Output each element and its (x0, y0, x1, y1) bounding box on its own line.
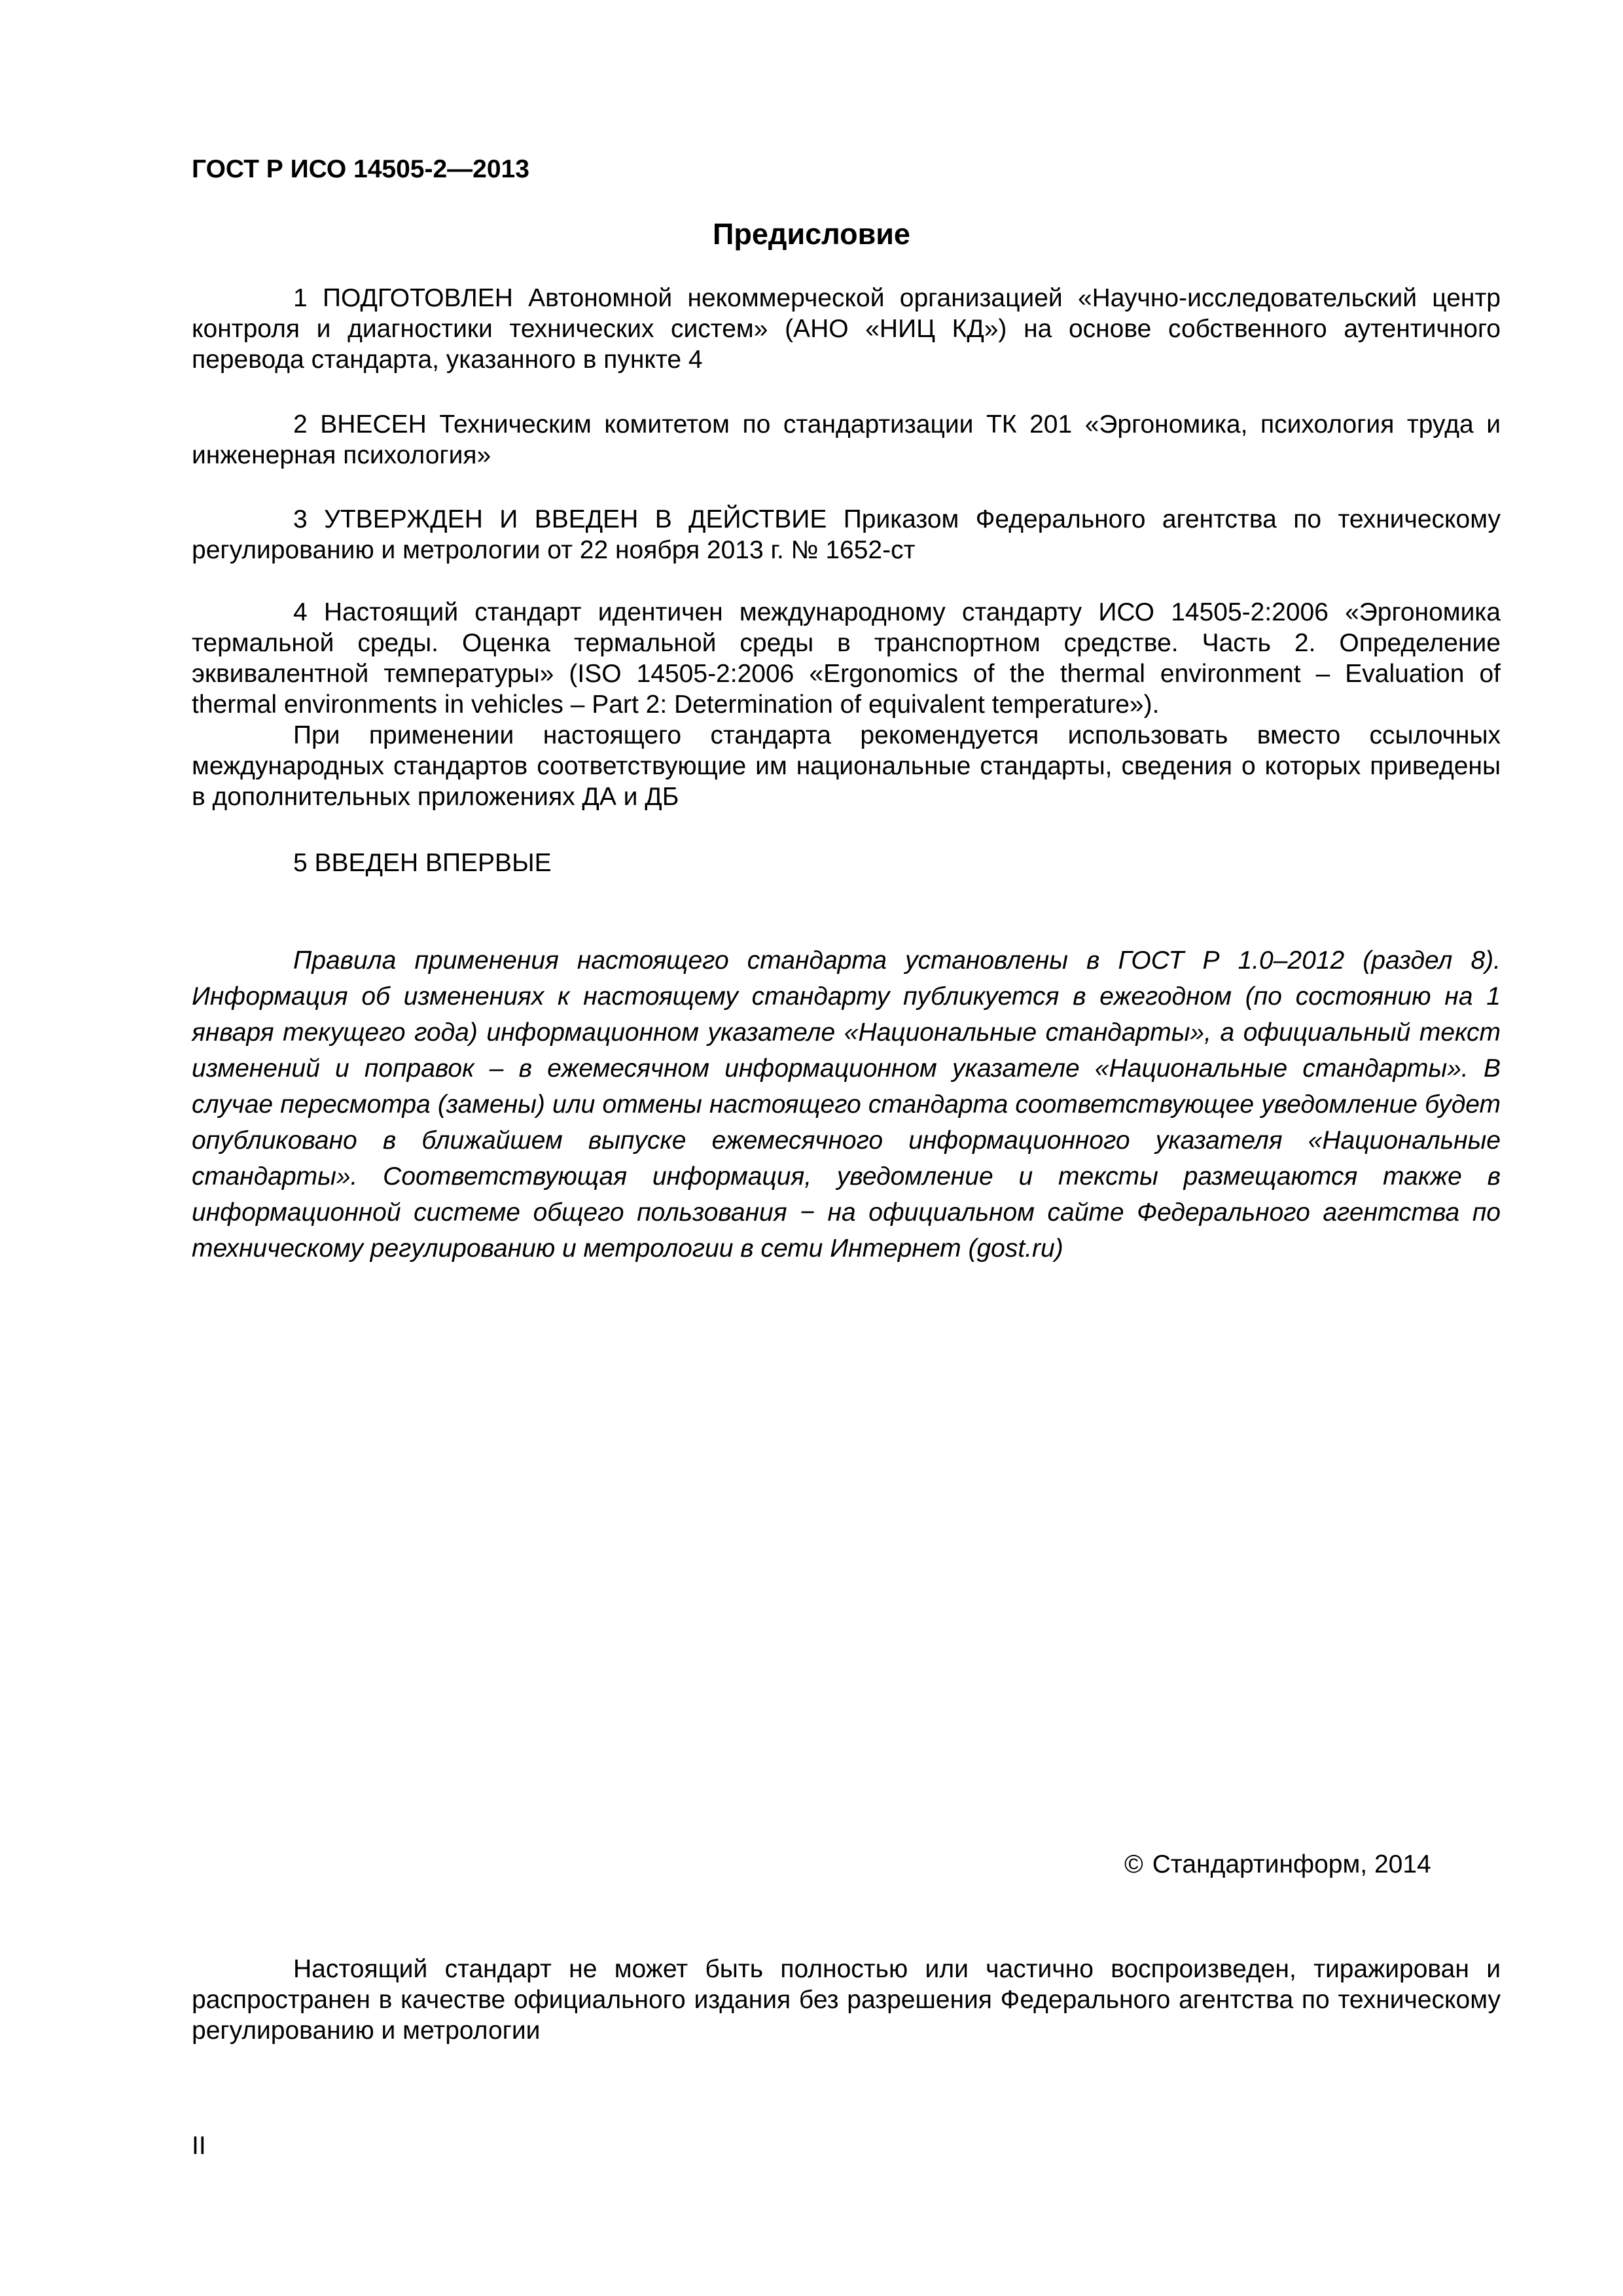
copyright-text: Стандартинформ, 2014 (1152, 1850, 1431, 1878)
foreword-item-5 (192, 848, 1501, 878)
foreword-paragraph: 3 УТВЕРЖДЕН И ВВЕДЕН В ДЕЙСТВИЕ Приказом Федерального агентства по техническому регулированию и метрологии от 22 ноября 2013 г. № 1652-ст (192, 505, 1501, 564)
rules-notice (192, 942, 1501, 1266)
rules-notice-text: Правила применения настоящего стандарта установлены в ГОСТ Р 1.0–2012 (раздел 8). Информация об изменениях к настоящему стандарту публикуется в ежегодном (по состоянию на 1 января текущего года) информационном указателе «Национальные стандарты», а официальный текст изменений и поправок – в ежемесячном информационном указателе «Национальные стандарты». В случае пересмотра (замены) или отмены настоящего стандарта соответствующее уведомление будет опубликовано в ближайшем выпуске ежемесячного информационного указателя «Национальные стандарты». Соответствующая информация, уведомление и тексты размещаются также в информационной системе общего пользования − на официальном сайте Федерального агентства по техническому регулированию и метрологии в сети Интернет (gost.ru) (192, 946, 1501, 1263)
foreword-item-2 (192, 409, 1501, 471)
foreword-paragraph: 2 ВНЕСЕН Техническим комитетом по стандартизации ТК 201 «Эргономика, психология труда и инженерная психология» (192, 410, 1501, 469)
foreword-paragraph: При применении настоящего стандарта рекомендуется использовать вместо ссылочных международных стандартов соответствующие им национальные стандарты, сведения о которых приведены в дополнительных приложениях ДА и ДБ (192, 721, 1501, 811)
foreword-item-1 (192, 283, 1501, 375)
reproduction-notice (192, 1954, 1501, 2046)
foreword-item-4 (192, 597, 1501, 812)
reproduction-notice-text: Настоящий стандарт не может быть полностью или частично воспроизведен, тиражирован и распространен в качестве официального издания без разрешения Федерального агентства по техническому регулированию и метрологии (192, 1955, 1501, 2045)
foreword-item-3 (192, 504, 1501, 565)
foreword-paragraph: 5 ВВЕДЕН ВПЕРВЫЕ (293, 849, 552, 877)
document-designation: ГОСТ Р ИСО 14505-2—2013 (192, 155, 529, 183)
copyright-icon: © (1124, 1850, 1143, 1878)
foreword-paragraph: 4 Настоящий стандарт идентичен международному стандарту ИСО 14505-2:2006 «Эргономика термальной среды. Оценка термальной среды в транспортном средстве. Часть 2. Определение эквивалентной температуры» (ISO 14505-2:2006 «Ergonomics of the thermal environment – Evaluation of thermal environments in vehicles – Part 2: Determination of equivalent temperature»). (192, 598, 1501, 719)
page-title: Предисловие (713, 217, 910, 251)
foreword-paragraph: 1 ПОДГОТОВЛЕН Автономной некоммерческой организацией «Научно-исследовательский центр контроля и диагностики технических систем» (АНО «НИЦ КД») на основе собственного аутентичного перевода стандарта, указанного в пункте 4 (192, 284, 1501, 374)
copyright-line (1124, 1849, 1431, 1880)
page-number: II (192, 2132, 206, 2160)
